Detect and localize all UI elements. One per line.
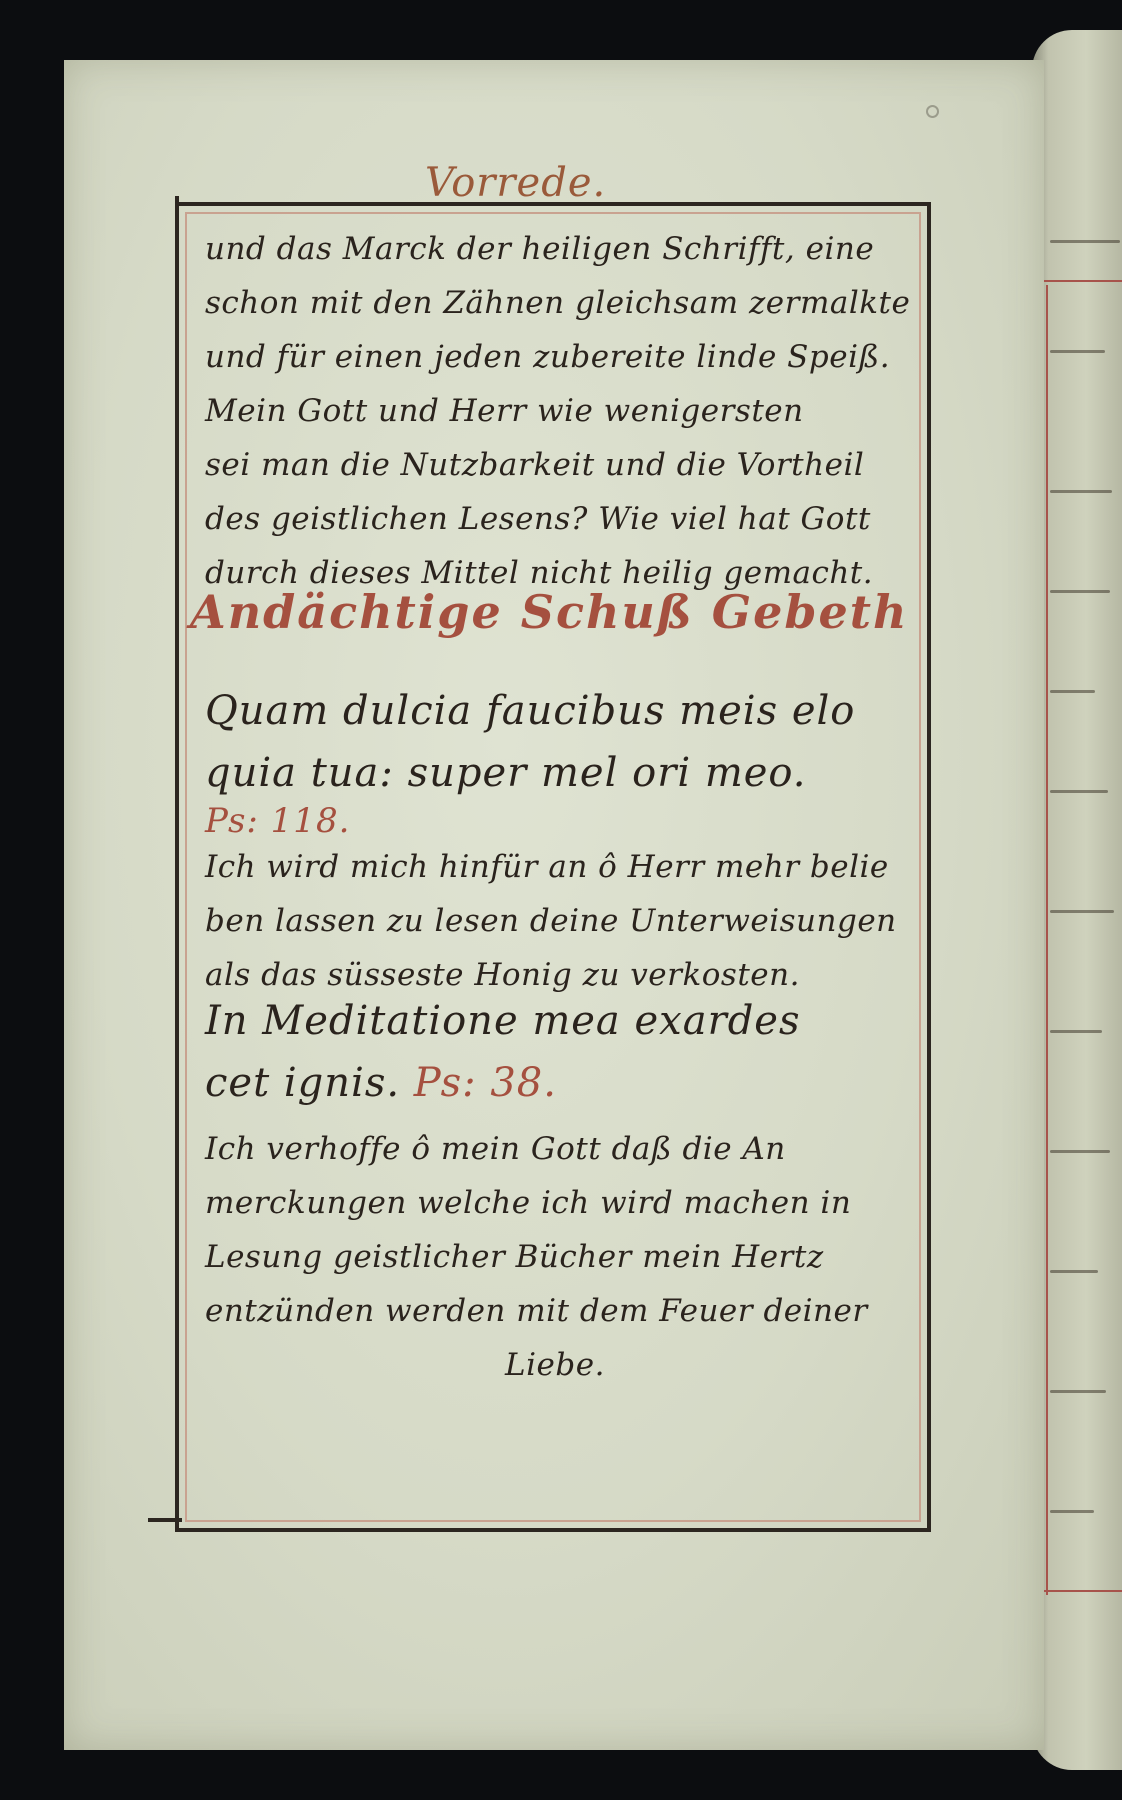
facing-page-text	[1050, 350, 1105, 353]
text-line: Quam dulcia faucibus meis elo	[205, 688, 856, 734]
psalm-reference-1: Ps: 118.	[205, 801, 351, 841]
text-line: In Meditatione mea exardes	[205, 998, 801, 1044]
text-line: des geistlichen Lesens? Wie viel hat Gott	[205, 501, 871, 537]
facing-page-rule-bottom	[1036, 1590, 1122, 1592]
text-line: schon mit den Zähnen gleichsam zermalkte	[205, 285, 911, 321]
text-line: ben lassen zu lesen deine Unterweisungen	[205, 903, 897, 939]
facing-page-text	[1050, 910, 1114, 913]
text-line: merckungen welche ich wird machen in	[205, 1185, 852, 1221]
facing-page-text	[1050, 1270, 1098, 1273]
paragraph-prayer-2	[205, 1122, 905, 1392]
text-line: Ich verhoffe ô mein Gott daß die An	[205, 1131, 786, 1167]
text-line: Lesung geistlicher Bücher mein Hertz	[205, 1239, 824, 1275]
facing-page-rule	[1036, 280, 1122, 282]
text-line: Mein Gott und Herr wie wenigersten	[205, 393, 804, 429]
text-line: und für einen jeden zubereite linde Speiß.	[205, 339, 891, 375]
psalm-reference-2: Ps: 38.	[413, 1060, 557, 1106]
facing-page-text	[1050, 490, 1112, 493]
facing-page-edge	[1032, 30, 1122, 1770]
text-line	[205, 1052, 905, 1114]
latin-line: cet ignis.	[205, 1060, 401, 1106]
rubric-heading: Andächtige Schuß Gebeth	[190, 585, 909, 639]
text-line: entzünden werden mit dem Feuer deiner	[205, 1293, 868, 1329]
latin-verse-2	[205, 990, 905, 1114]
frame-corner	[148, 1518, 182, 1522]
text-line-final: Liebe.	[505, 1347, 605, 1383]
facing-page-text	[1050, 1150, 1110, 1153]
running-head: Vorrede.	[425, 160, 607, 206]
facing-page-text	[1050, 240, 1120, 243]
text-line: und das Marck der heiligen Schrifft, eine	[205, 231, 875, 267]
facing-page-text	[1050, 790, 1108, 793]
text-line: als das süsseste Honig zu verkosten.	[205, 957, 800, 993]
facing-page-rule-vertical	[1046, 285, 1048, 1595]
facing-page-text	[1050, 1510, 1094, 1513]
latin-verse-1	[205, 680, 905, 804]
pin-hole	[926, 105, 939, 118]
text-line: durch dieses Mittel nicht heilig gemacht.	[205, 555, 874, 591]
facing-page-text	[1050, 590, 1110, 593]
facing-page-text	[1050, 1390, 1106, 1393]
text-line: sei man die Nutzbarkeit und die Vortheil	[205, 447, 865, 483]
paragraph-preface	[205, 222, 911, 600]
facing-page-text	[1050, 690, 1095, 693]
text-line: quia tua: super mel ori meo.	[205, 750, 807, 796]
text-line: Ich wird mich hinfür an ô Herr mehr belie	[205, 849, 889, 885]
facing-page-text	[1050, 1030, 1102, 1033]
paragraph-prayer-1	[205, 840, 905, 1002]
